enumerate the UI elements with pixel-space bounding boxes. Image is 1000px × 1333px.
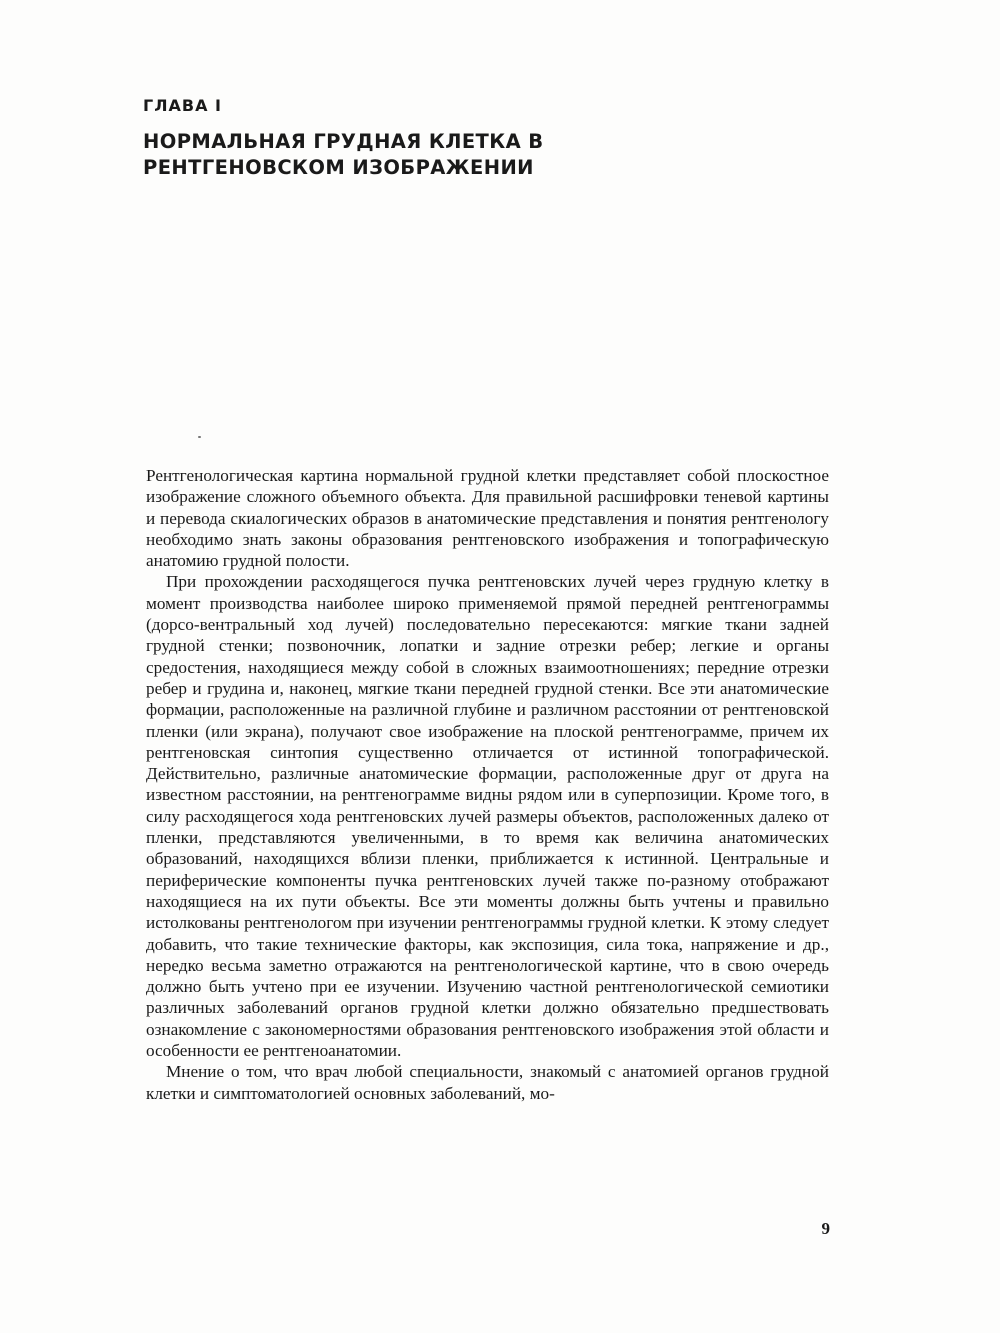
print-speck: [198, 436, 201, 438]
paragraph-continued: Мнение о том, что врач любой специальности, знакомый с анатомией органов грудной клетки и симптоматологией основных заболеваний, мо-: [146, 1062, 829, 1103]
paragraph-intro: Рентгенологическая картина нормальной грудной клетки представляет собой плоскостное изображение сложного объемного объекта. Для правильной расшифровки теневой картины и перевода скиалогических образов в анатомические представления и понятия рентгенологу необходимо знать законы образования рентгеновского изображения и топографическую анатомию грудной полости.: [146, 466, 829, 571]
page-number: 9: [821, 1219, 830, 1238]
chapter-title: НОРМАЛЬНАЯ ГРУДНАЯ КЛЕТКА В РЕНТГЕНОВСКОМ ИЗОБРАЖЕНИИ: [143, 130, 544, 179]
chapter-label: ГЛАВА I: [143, 96, 222, 115]
body-text: [146, 465, 829, 1104]
paragraph-main: При прохождении расходящегося пучка рентгеновских лучей через грудную клетку в момент производства наиболее широко применяемой прямой передней рентгенограммы (дорсо-вентральный ход лучей) последовательно пересекаются: мягкие ткани задней грудной стенки; позвоночник, лопатки и задние отрезки ребер; легкие и органы средостения, находящиеся между собой в сложных взаимоотношениях; передние отрезки ребер и грудина и, наконец, мягкие ткани передней грудной стенки. Все эти анатомические формации, расположенные на различной глубине и различном расстоянии от рентгеновской пленки (или экрана), получают свое изображение на плоской рентгенограмме, причем их рентгеновская синтопия существенно отличается от истинной топографической. Действительно, различные анатомические формации, расположенные друг от друга на известном расстоянии, на рентгенограмме видны рядом или в суперпозиции. Кроме того, в силу расходящегося хода рентгеновских лучей размеры объектов, расположенных далеко от пленки, представляются увеличенными, в то время как величина анатомических образований, находящихся вблизи пленки, приближается к истинной. Центральные и периферические компоненты пучка рентгеновских лучей также по-разному отображают находящиеся на их пути объекты. Все эти моменты должны быть учтены и правильно истолкованы рентгенологом при изучении рентгенограммы грудной клетки. К этому следует добавить, что такие технические факторы, как экспозиция, сила тока, напряжение и др., нередко весьма заметно отражаются на рентгенологической картине, что в свою очередь должно быть учтено при ее изучении. Изучению частной рентгенологической семиотики различных заболеваний органов грудной клетки должно обязательно предшествовать ознакомление с закономерностями образования рентгеновского изображения этой области и особенности ее рентгеноанатомии.: [146, 572, 829, 1061]
